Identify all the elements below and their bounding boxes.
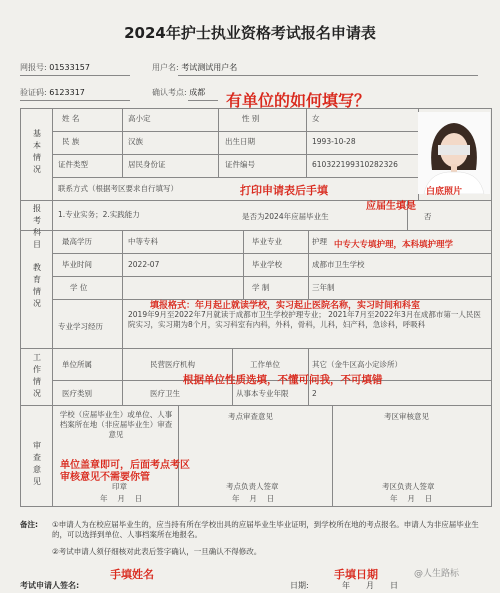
idtype-value: 居民身份证 [128,160,166,169]
site-sign-date: 年 月 日 [232,494,275,503]
section-subject: 报考科目 [33,204,41,249]
footer-date: 年 月 日 [342,581,398,590]
annotation-seal: 单位盖章即可，后面考点考区审核意见不需要你管 [60,460,190,483]
school-label: 毕业学校 [252,260,282,269]
category-value: 医疗卫生 [150,389,180,398]
applicant-photo [418,112,490,194]
name-label: 姓 名 [62,114,80,123]
subject-value: 1.专业实务；2.实践能力 [58,210,140,219]
degree-label: 最高学历 [62,237,92,246]
birth-value: 1993-10-28 [312,137,356,146]
district-opinion: 考区审核意见 [384,412,429,421]
birth-label: 出生日期 [225,137,255,146]
note-1: ①申请人为在校应届毕业生的，应当持有所在学校出具的应届毕业生毕业证明，到学校所在地的考点报名。申请人为非应届毕业生的，可以选择到单位、人事档案所在地报名。 [52,520,479,539]
annotation-major: 中专大专填护理，本科填护理学 [334,240,454,250]
annotation-exp-format: 填报格式：年月起止就读学校，实习起止医院名称，实习时间和科室 [150,301,421,311]
workunit-value: 其它（金牛区高小定诊所） [312,360,402,369]
annotation-hand-date: 手填日期 [334,568,378,581]
fresh-grad-value: 否 [424,212,432,221]
category-label: 医疗类别 [62,389,92,398]
annotation-photo: 白底照片 [426,187,463,197]
xuewei-label: 学 位 [70,283,88,292]
form-title: 2024年护士执业资格考试报名申请表 [124,24,376,42]
section-work: 工作情况 [33,353,41,398]
major-value: 护理 [312,237,327,246]
xuezhi-label: 学 制 [252,283,270,292]
major-label: 毕业专业 [252,237,282,246]
unit-label: 单位所属 [62,360,92,369]
annotation-unit-type: 根据单位性质选填，不懂可问我，不可填错 [183,374,383,386]
workunit-label: 工作单位 [250,360,280,369]
reg-number: 网报号: 01533157 [20,63,90,72]
exam-site: 确认考点: 成都 [152,88,206,97]
site-opinion: 考点审查意见 [228,412,273,421]
name-value: 高小定 [128,114,151,123]
xuezhi-value: 三年制 [312,283,335,292]
section-education: 教育情况 [33,263,41,308]
contact-label: 联系方式（根据考区要求自行填写） [58,184,178,193]
ethnic-value: 汉族 [128,137,143,146]
gradtime-value: 2022-07 [128,260,160,269]
years-label: 从事本专业年限 [236,389,289,398]
fresh-grad-label: 是否为2024年应届毕业生 [242,212,329,221]
seal-label: 印章 [112,482,127,491]
gender-label: 性 别 [242,114,260,123]
idno-label: 证件编号 [225,160,255,169]
ethnic-label: 民 族 [62,137,80,146]
applicant-sign-label: 考试申请人签名: [20,581,80,590]
site-sign: 考点负责人签章 [226,482,279,491]
unit-value: 民营医疗机构 [150,360,195,369]
exp-label: 专业学习经历 [58,322,103,331]
gradtime-label: 毕业时间 [62,260,92,269]
portrait-image [418,112,490,194]
annotation-unit-question: 有单位的如何填写？ [226,91,371,110]
note-2: ②考试申请人须仔细核对此表后签字确认，一旦确认不得修改。 [52,547,262,556]
idno-value: 610322199310282326 [312,160,398,169]
section-review: 审查意见 [33,441,41,486]
idtype-label: 证件类型 [58,160,88,169]
years-value: 2 [312,389,317,398]
seal-date: 年 月 日 [100,494,143,503]
district-sign-date: 年 月 日 [390,494,433,503]
annotation-hand-name: 手填姓名 [110,568,154,581]
degree-value: 中等专科 [128,237,158,246]
district-sign: 考区负责人签章 [382,482,435,491]
annotation-fresh-grad: 应届生填是 [366,201,416,212]
section-basic: 基本情况 [33,129,41,174]
notes-label: 备注: [20,520,38,529]
username: 用户名: 考试测试用户名 [152,63,238,72]
annotation-print-handfill: 打印申请表后手填 [240,184,328,197]
date-label: 日期: [290,581,309,590]
school-value: 成都市卫生学校 [312,260,365,269]
watermark: @人生路标 [414,569,460,579]
gender-value: 女 [312,114,320,123]
school-opinion: 学校（应届毕业生）或单位、人事档案所在地（非应届毕业生）审查意见 [59,410,173,439]
exp-value: 2019年9月至2022年7月就读于成都市卫生学校护理专业； 2021年7月至2022年3月在成都市第一人民医院实习，实习期为8个月，实习科室有内科，外科，骨科，儿科，妇产科，急诊科，呼吸科 [128,310,481,329]
verify-code: 验证码: 6123317 [20,88,85,97]
